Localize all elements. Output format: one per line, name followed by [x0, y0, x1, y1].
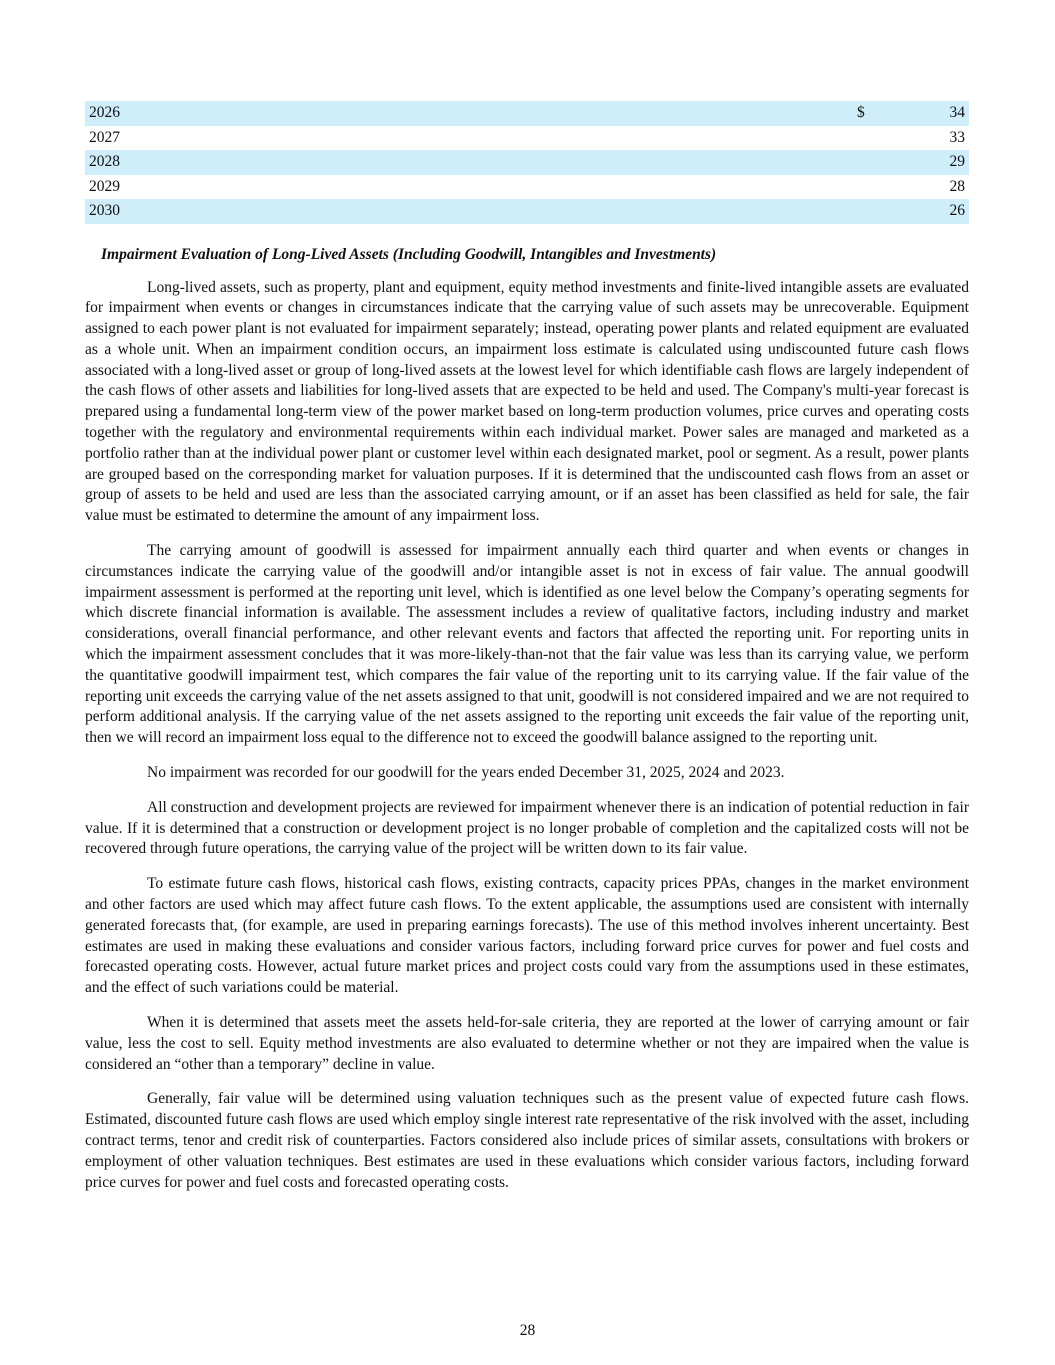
currency-cell: [853, 175, 891, 200]
year-cell: 2027: [89, 128, 120, 146]
table-row: [85, 175, 969, 200]
paragraph-future-cash-flows: To estimate future cash flows, historical cash flows, existing contracts, capacity prices PPAs, changes in the market environment and other factors are used which may affect future cash flows. To the extent applicable, the assumptions used are consistent with internally generated forecasts that, (for example, are used in preparing earnings forecasts). The use of this method involves inherent uncertainty. Best estimates are used in making these evaluations and consider various factors, including forward price curves for power and fuel costs and forecasted operating costs. However, actual future market prices and project costs could vary from the assumptions used in these estimates, and the effect of such variations could be material.: [85, 875, 969, 997]
year-cell: 2029: [89, 177, 120, 195]
paragraph-held-for-sale: When it is determined that assets meet the assets held-for-sale criteria, they are reported at the lower of carrying amount or fair value, less the cost to sell. Equity method investments are also evaluated to determine whether or not they are impaired when the value is considered an “other than a temporary” decline in value.: [85, 1014, 969, 1073]
document-page: [85, 101, 969, 1193]
amount-cell: 28: [949, 177, 965, 195]
future-amounts-table: [85, 101, 969, 224]
section-heading: Impairment Evaluation of Long-Lived Assets (Including Goodwill, Intangibles and Investments): [101, 245, 717, 263]
table-row: [85, 126, 969, 151]
table-row: [85, 150, 969, 175]
amount-cell: 29: [891, 150, 969, 175]
amount-cell: 26: [891, 199, 969, 224]
paragraph-construction-projects: All construction and development projects are reviewed for impairment whenever there is an indication of potential reduction in fair value. If it is determined that a construction or development project is no longer probable of completion and the capitalized costs will not be recovered through future operations, the carrying value of the project will be written down to its fair value.: [85, 798, 969, 858]
paragraph-no-impairment: No impairment was recorded for our goodwill for the years ended December 31, 2025, 2024 and 2023.: [147, 764, 785, 782]
year-cell: 2026: [85, 101, 853, 126]
currency-cell: [853, 150, 891, 175]
table-row: [85, 199, 969, 224]
amount-cell: 34: [891, 101, 969, 126]
currency-cell: [853, 126, 891, 151]
amount-cell: 33: [949, 128, 965, 146]
currency-cell: $: [853, 101, 891, 126]
year-cell: 2028: [85, 150, 853, 175]
year-cell: 2030: [85, 199, 853, 224]
paragraph-long-lived-assets: Long-lived assets, such as property, plant and equipment, equity method investments and finite-lived intangible assets are evaluated for impairment when events or changes in circumstances indicate that the carrying value of such assets may be unrecoverable. Equipment assigned to each power plant is not evaluated for impairment separately; instead, operating power plants and related equipment are evaluated as a whole unit. When an impairment condition occurs, an impairment loss estimate is calculated using undiscounted future cash flows associated with a long-lived asset or group of long-lived assets at the lowest level for which identifiable cash flows are largely independent of the cash flows of other assets and liabilities for long-lived assets that are expected to be held and used. The Company's multi-year forecast is prepared using a fundamental long-term view of the power market based on long-term production volumes, price curves and operating costs together with the regulatory and environmental requirements within each individual market. Power sales are managed and marketed as a portfolio rather than at the individual power plant or customer level within each designated market, pool or segment. As a result, power plants are grouped based on the corresponding market for valuation purposes. If it is determined that the undiscounted cash flows from an asset or group of assets to be held and used are less than the associated carrying amount, or if an asset has been classified as held for sale, the fair value must be estimated to determine the amount of any impairment loss.: [85, 278, 969, 525]
paragraph-fair-value-techniques: Generally, fair value will be determined using valuation techniques such as the present value of expected future cash flows. Estimated, discounted future cash flows are used which employ single interest rate representative of the risk involved with the asset, including contract terms, tenor and credit risk of counterparties. Factors considered also include prices of similar assets, consultations with brokers or employment of other valuation techniques. Best estimates are used in these evaluations which consider various factors, including forward price curves for power and fuel costs and forecasted operating costs.: [85, 1090, 969, 1191]
currency-cell: [853, 199, 891, 224]
paragraph-goodwill-assessment: The carrying amount of goodwill is assessed for impairment annually each third quarter and when events or changes in circumstances indicate the carrying value of the goodwill and/or intangible asset is not in excess of fair value. The annual goodwill impairment assessment is performed at the reporting unit level, which is identified as one level below the Company’s operating segments for which discrete financial information is available. The assessment includes a review of qualitative factors, including industry and market considerations, overall financial performance, and other relevant events and factors that affected the reporting unit. For reporting units in which the impairment assessment concludes that it was more-likely-than-not that the fair value was less than its carrying value, we perform the quantitative goodwill impairment test, which compares the fair value of the reporting unit to its carrying value. If the fair value of the reporting unit exceeds the carrying value of the net assets assigned to that unit, goodwill is not considered impaired and we are not required to perform additional analysis. If the carrying value of the net assets assigned to the reporting unit exceeds the fair value of the reporting unit, then we will record an impairment loss equal to the difference not to exceed the goodwill balance assigned to the reporting unit.: [85, 542, 969, 747]
table-row: [85, 101, 969, 126]
page-number: 28: [519, 1322, 536, 1339]
